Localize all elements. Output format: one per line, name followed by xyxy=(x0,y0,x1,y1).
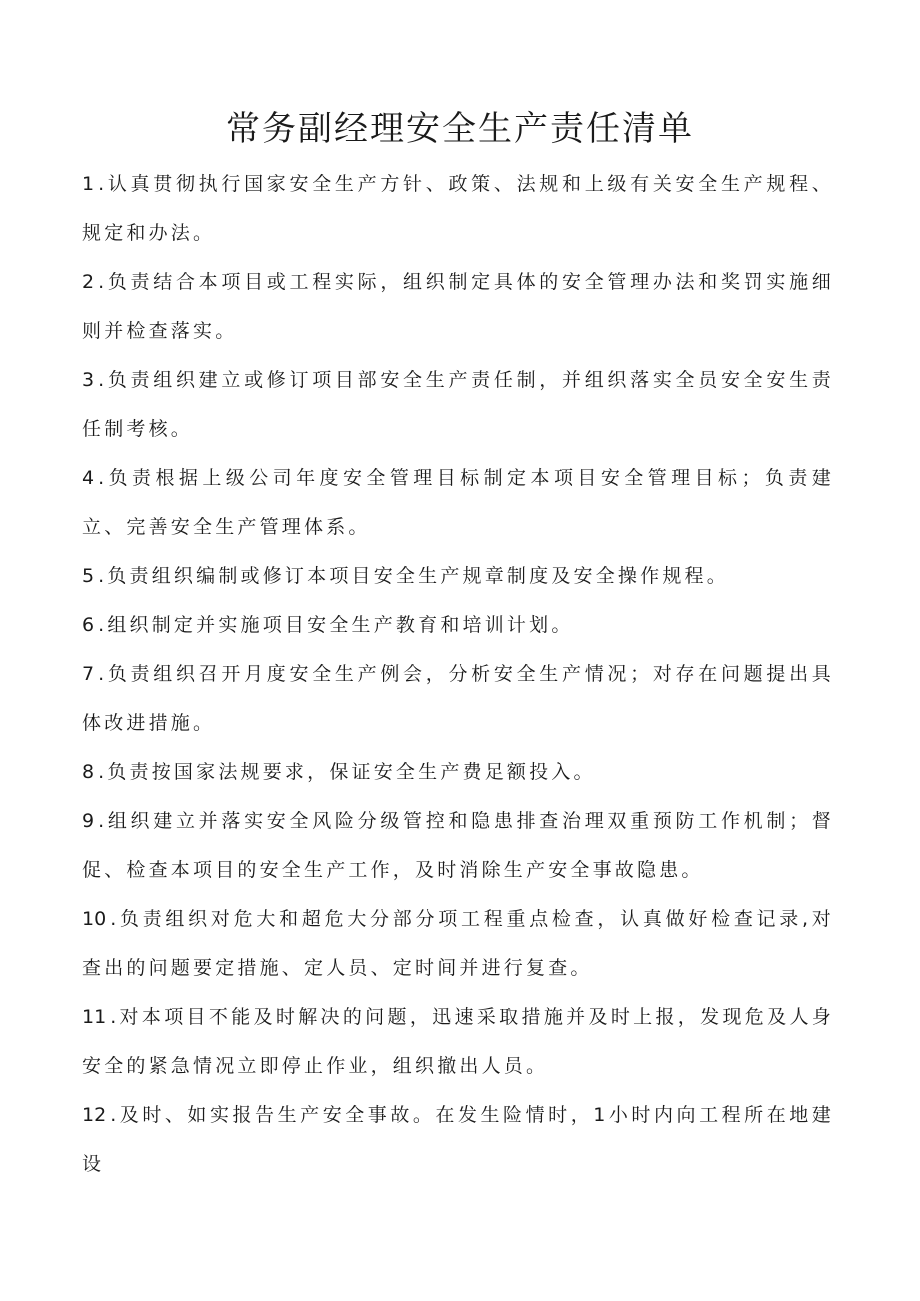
item-text: .及时、如实报告生产安全事故。在发生险情时，1小时内向工程所在地建设 xyxy=(82,1104,834,1175)
item-number: 10 xyxy=(82,908,107,930)
list-item xyxy=(82,650,834,748)
item-number: 7 xyxy=(82,663,95,685)
item-text: .组织建立并落实安全风险分级管控和隐患排查治理双重预防工作机制；督促、检查本项目的安全生产工作，及时消除生产安全事故隐患。 xyxy=(82,810,834,881)
list-item xyxy=(82,601,834,650)
list-item xyxy=(82,356,834,454)
list-item xyxy=(82,160,834,258)
item-number: 12 xyxy=(82,1104,107,1126)
list-item xyxy=(82,748,834,797)
item-text: .负责按国家法规要求，保证安全生产费足额投入。 xyxy=(98,761,596,783)
item-number: 11 xyxy=(82,1006,107,1028)
list-item xyxy=(82,895,834,993)
list-item xyxy=(82,552,834,601)
list-item xyxy=(82,797,834,895)
list-item xyxy=(82,258,834,356)
item-text: .负责组织建立或修订项目部安全生产责任制，并组织落实全员安全安生责任制考核。 xyxy=(82,369,834,440)
item-number: 3 xyxy=(82,369,95,391)
item-number: 8 xyxy=(82,761,95,783)
item-text: .组织制定并实施项目安全生产教育和培训计划。 xyxy=(98,614,574,636)
item-text: .负责根据上级公司年度安全管理目标制定本项目安全管理目标；负责建立、完善安全生产管理体系。 xyxy=(82,467,834,538)
item-number: 2 xyxy=(82,271,95,293)
item-number: 1 xyxy=(82,173,95,195)
item-number: 5 xyxy=(82,565,95,587)
list-item xyxy=(82,1091,834,1189)
document-title: 常务副经理安全生产责任清单 xyxy=(226,109,694,149)
item-number: 6 xyxy=(82,614,95,636)
item-number: 4 xyxy=(82,467,95,489)
item-text: .认真贯彻执行国家安全生产方针、政策、法规和上级有关安全生产规程、规定和办法。 xyxy=(82,173,834,244)
item-text: .负责组织对危大和超危大分部分项工程重点检查，认真做好检查记录,对查出的问题要定措施、定人员、定时间并进行复查。 xyxy=(82,908,834,979)
item-text: .负责组织召开月度安全生产例会，分析安全生产情况；对存在问题提出具体改进措施。 xyxy=(82,663,834,734)
item-text: .负责组织编制或修订本项目安全生产规章制度及安全操作规程。 xyxy=(98,565,729,587)
responsibility-list xyxy=(82,160,834,1189)
item-text: .负责结合本项目或工程实际，组织制定具体的安全管理办法和奖罚实施细则并检查落实。 xyxy=(82,271,834,342)
list-item xyxy=(82,454,834,552)
list-item xyxy=(82,993,834,1091)
item-text: .对本项目不能及时解决的问题，迅速采取措施并及时上报，发现危及人身安全的紧急情况立即停止作业，组织撤出人员。 xyxy=(82,1006,834,1077)
item-number: 9 xyxy=(82,810,95,832)
